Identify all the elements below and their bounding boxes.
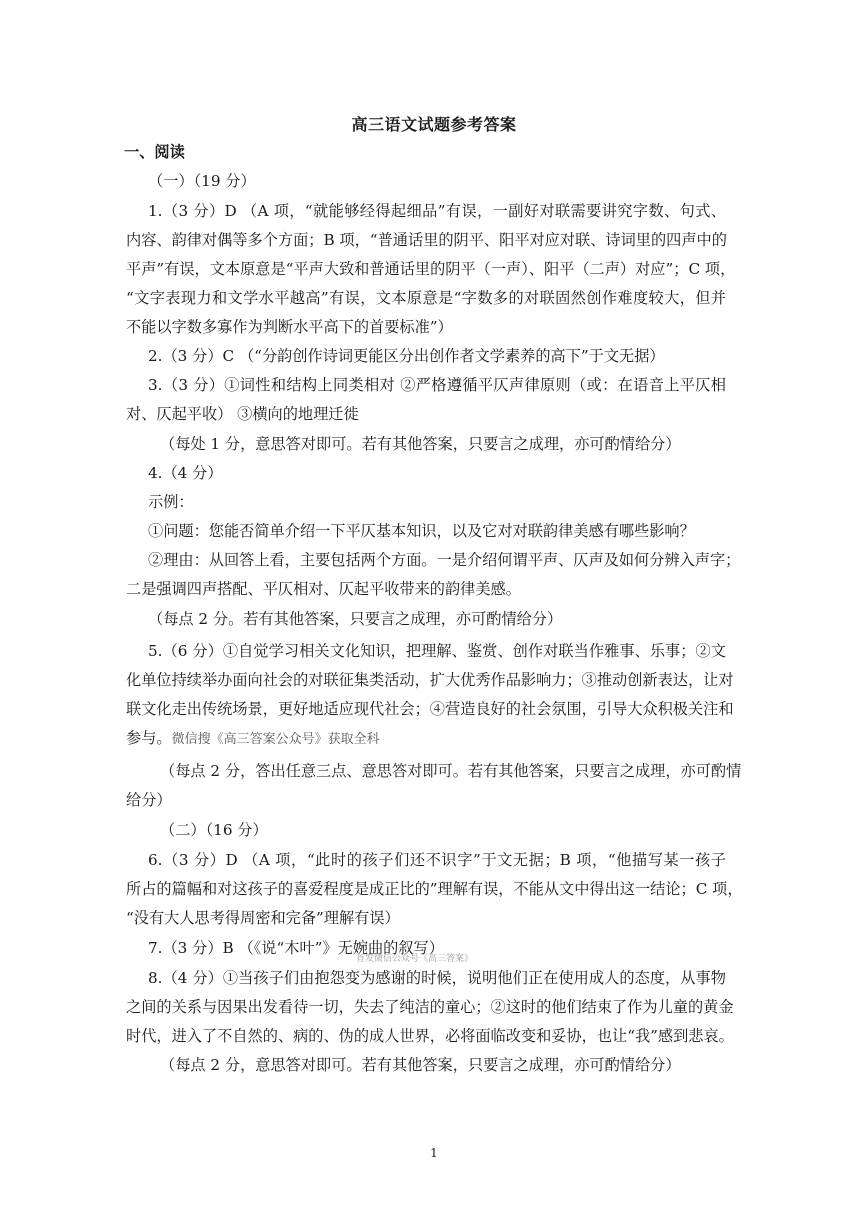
section-heading-reading: 一、阅读 (124, 143, 185, 161)
q8-line-1: 8.（4 分）①当孩子们由抱怨变为感谢的时候，说明他们正在使用成人的态度，从事物 (148, 969, 726, 987)
q8-scoring-note: （每点 2 分，意思答对即可。若有其他答案，只要言之成理，亦可酌情给分） (160, 1056, 681, 1074)
q5-line-3: 联文化走出传统场景，更好地适应现代社会；④营造良好的社会氛围，引导大众积极关注和 (126, 700, 734, 718)
q8-line-2: 之间的关系与因果出发看待一切，失去了纯洁的童心；②这时的他们结束了作为儿童的黄金 (126, 998, 734, 1016)
q3-scoring-note: （每处 1 分，意思答对即可。若有其他答案，只要言之成理，亦可酌情给分） (160, 435, 681, 453)
q4-question: ①问题：您能否简单介绍一下平仄基本知识，以及它对对联韵律美感有哪些影响？ (148, 522, 695, 540)
page-title: 高三语文试题参考答案 (351, 115, 517, 134)
q2-line: 2.（3 分）C （“分韵创作诗词更能区分出创作者文学素养的高下”于文无据） (148, 347, 665, 365)
q8-line-3: 时代，进入了不自然的、病的、伪的成人世界，必将面临改变和妥协，也让“我”感到悲哀。 (126, 1027, 734, 1045)
q5-scoring-note-line-2: 给分） (126, 791, 172, 809)
q7-line: 7.（3 分）B （《说“木叶”》无婉曲的叙写） (148, 939, 444, 957)
q1-line-4: “文字表现力和文学水平越高”有误，文本原意是“字数多的对联固然创作难度较大，但并 (126, 289, 726, 307)
watermark-text-2: 首发微信公众号《高三答案》 (356, 954, 474, 964)
part-heading-2: （二）（16 分） (160, 821, 268, 839)
q4-example-label: 示例： (148, 493, 194, 511)
q1-line-2: 内容、韵律对偶等多个方面；B 项，“普通话里的阴平、阳平对应对联、诗词里的四声中的 (126, 231, 727, 249)
part-heading-1: （一）（19 分） (148, 172, 256, 190)
q5-line-4 (126, 727, 726, 751)
q6-line-3: “没有大人思考得周密和完备”理解有误） (126, 909, 400, 927)
page-number: 1 (430, 1146, 438, 1160)
q3-line-1: 3.（3 分）①词性和结构上同类相对 ②严格遵循平仄声律原则（或：在语音上平仄相 (148, 376, 726, 394)
q5-scoring-note-line-1: （每点 2 分，答出任意三点、意思答对即可。若有其他答案，只要言之成理，亦可酌情 (160, 762, 742, 780)
q1-line-1: 1.（3 分）D （A 项，“就能够经得起细品”有误，一副好对联需要讲究字数、句式、 (148, 202, 726, 220)
q5-line-2: 化单位持续举办面向社会的对联征集类活动，扩大优秀作品影响力；③推动创新表达，让对 (126, 671, 734, 689)
q1-line-5: 不能以字数多寡作为判断水平高下的首要标准”） (126, 318, 453, 336)
watermark-text-1: 微信搜《高三答案公众号》获取全科 (171, 732, 380, 747)
q6-line-2: 所占的篇幅和对这孩子的喜爱程度是成正比的”理解有误，不能从文中得出这一结论；C 项， (126, 880, 743, 898)
q6-line-1: 6.（3 分）D （A 项，“此时的孩子们还不识字”于文无据；B 项，“他描写某一孩子 (148, 851, 726, 869)
q3-line-2: 对、仄起平收） ③横向的地理迁徙 (126, 405, 359, 423)
q4-reason-line-1: ②理由：从回答上看，主要包括两个方面。一是介绍何谓平声、仄声及如何分辨入声字； (148, 551, 741, 569)
q5-line-1: 5.（6 分）①自觉学习相关文化知识，把理解、鉴赏、创作对联当作雅事、乐事；②文 (148, 642, 726, 660)
q1-line-3: 平声”有误，文本原意是“平声大致和普通话里的阴平（一声）、阳平（二声）对应”；C 项， (126, 260, 736, 278)
q5-line-4-text: 参与。 (126, 729, 172, 747)
q4-scoring-note: （每点 2 分。若有其他答案，只要言之成理，亦可酌情给分） (148, 610, 563, 628)
q4-heading: 4.（4 分） (148, 464, 223, 482)
q4-reason-line-2: 二是强调四声搭配、平仄相对、仄起平收带来的韵律美感。 (126, 580, 521, 598)
